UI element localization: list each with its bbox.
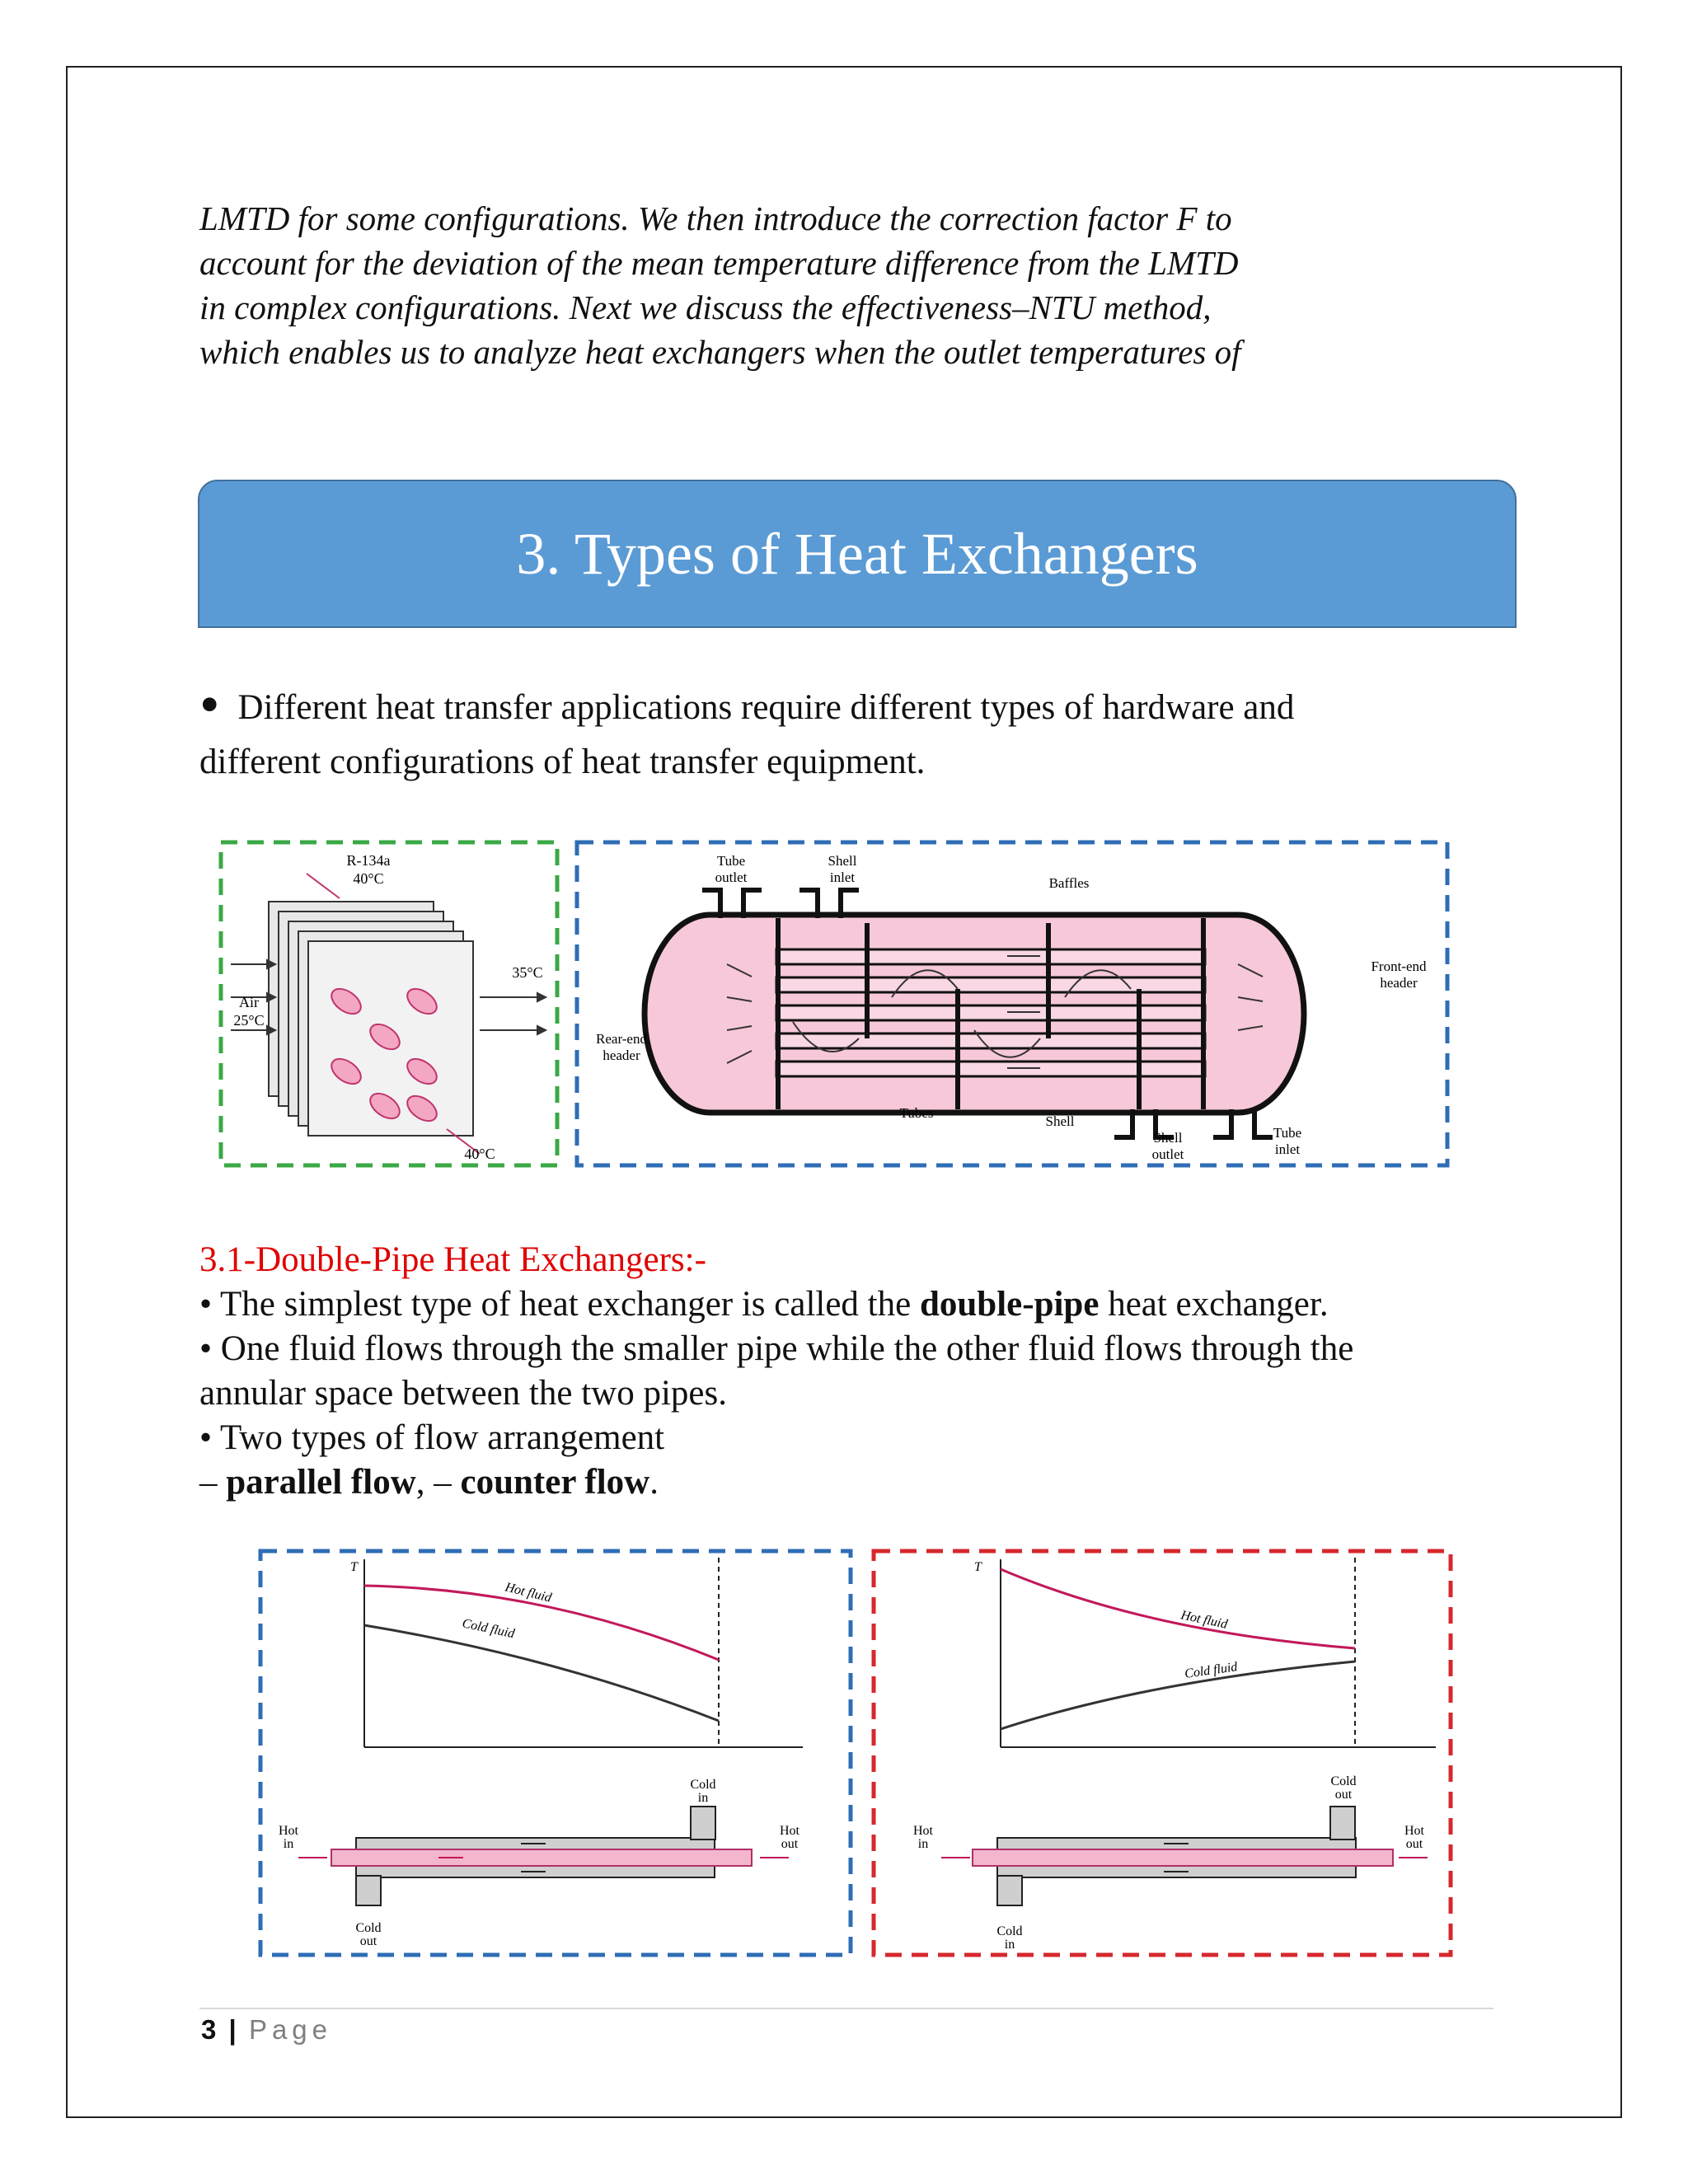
- hot-fluid-label: Hot fluid: [504, 1580, 553, 1605]
- air-out-temp-label: 35°C: [512, 964, 543, 981]
- intro-paragraph: [199, 196, 1452, 374]
- counter-flow-frame: [874, 1551, 1451, 1955]
- double-pipe-flow-figure: [199, 1541, 1461, 1961]
- counter-flow-graph: [1001, 1558, 1436, 1747]
- parallel-flow-graph: [364, 1558, 803, 1747]
- hot-in-label-4: in: [917, 1837, 929, 1851]
- intro-bullet-paragraph: [199, 673, 1518, 785]
- front-end-label-2: header: [1380, 975, 1418, 991]
- hot-in-label: Hot: [279, 1824, 298, 1838]
- hot-in-label-3: Hot: [913, 1824, 933, 1838]
- axis-t-label: T: [350, 1560, 358, 1574]
- cold-out-label: Cold: [355, 1921, 382, 1935]
- tube-inlet-label-2: inlet: [1274, 1141, 1301, 1157]
- bullet-line-2: different configurations of heat transfer equipment.: [199, 743, 926, 781]
- double-pipe-section: [199, 1238, 1518, 1505]
- shell-label: Shell: [1045, 1113, 1075, 1129]
- section-title: 3. Types of Heat Exchangers: [516, 520, 1198, 587]
- cold-in-label-4: in: [1004, 1938, 1015, 1952]
- bullet-icon: •: [199, 673, 220, 737]
- bullet-text: Different heat transfer applications require different types of hardware and: [237, 688, 1295, 727]
- double-pipe-line-4: • Two types of flow arrangement: [199, 1418, 665, 1457]
- footer-divider: [199, 2008, 1493, 2009]
- hot-out-label-3: Hot: [1404, 1824, 1424, 1838]
- rear-end-label-2: header: [603, 1047, 640, 1063]
- parallel-flow-frame: [260, 1551, 851, 1955]
- tube-inlet-label: Tube: [1273, 1125, 1302, 1141]
- cold-out-label-2: out: [359, 1934, 377, 1948]
- refrigerant-temp-label: 40°C: [353, 870, 384, 887]
- air-label: Air: [239, 994, 259, 1010]
- cold-out-label-3: Cold: [1330, 1774, 1357, 1788]
- baffles-label: Baffles: [1048, 875, 1090, 891]
- hot-out-label-2: out: [781, 1837, 799, 1851]
- cold-in-label: Cold: [690, 1778, 716, 1792]
- bottom-temp-label: 40°C: [464, 1146, 495, 1162]
- intro-line: in complex configurations. Next we discuss the effectiveness–NTU method,: [199, 288, 1212, 326]
- bullet-line: [199, 673, 1518, 737]
- cold-out-label-4: out: [1334, 1788, 1353, 1802]
- refrigerant-label: R-134a: [346, 852, 391, 869]
- hot-fluid-label-2: Hot fluid: [1179, 1608, 1229, 1632]
- page-number: 3: [201, 2014, 217, 2045]
- front-end-label: Front-end: [1371, 958, 1427, 974]
- cold-fluid-label-2: Cold fluid: [1184, 1660, 1239, 1681]
- subsection-heading: 3.1-Double-Pipe Heat Exchangers:-: [199, 1240, 706, 1279]
- shell-inlet-label-2: inlet: [829, 869, 856, 885]
- cold-fluid-label: Cold fluid: [461, 1616, 516, 1642]
- tube-outlet-label: Tube: [716, 853, 746, 869]
- cold-in-label-2: in: [697, 1791, 709, 1805]
- double-pipe-line-1: • The simplest type of heat exchanger is called the double-pipe heat exchanger.: [199, 1285, 1329, 1324]
- air-temp-label: 25°C: [233, 1012, 265, 1029]
- axis-t-label-2: T: [974, 1560, 982, 1574]
- section-banner: [198, 480, 1517, 628]
- intro-line: LMTD for some configurations. We then introduce the correction factor F to: [199, 199, 1232, 237]
- cold-in-label-3: Cold: [996, 1924, 1023, 1938]
- tubes-label: Tubes: [899, 1105, 934, 1121]
- rear-end-label: Rear-end: [596, 1031, 647, 1047]
- tube-outlet-label-2: outlet: [715, 869, 748, 885]
- hot-in-label-2: in: [283, 1837, 294, 1851]
- page-footer: [201, 2014, 332, 2046]
- page-separator: |: [228, 2014, 237, 2045]
- double-pipe-line-3: annular space between the two pipes.: [199, 1374, 727, 1413]
- shell-inlet-label: Shell: [828, 853, 857, 869]
- hot-out-label: Hot: [780, 1824, 799, 1838]
- page-word: Page: [248, 2014, 333, 2045]
- double-pipe-line-2: • One fluid flows through the smaller pipe while the other fluid flows through the: [199, 1329, 1354, 1368]
- double-pipe-line-5: – parallel flow, – counter flow.: [199, 1463, 659, 1502]
- hot-out-label-4: out: [1405, 1837, 1423, 1851]
- intro-line: account for the deviation of the mean temperature difference from the LMTD: [199, 244, 1239, 282]
- parallel-flow-pipe: [298, 1807, 789, 1905]
- heat-exchanger-types-figure: [216, 832, 1452, 1169]
- intro-line: which enables us to analyze heat exchangers when the outlet temperatures of: [199, 333, 1241, 371]
- shell-outlet-label-2: outlet: [1151, 1146, 1184, 1162]
- counter-flow-pipe: [941, 1807, 1428, 1905]
- shell-outlet-label: Shell: [1153, 1130, 1183, 1146]
